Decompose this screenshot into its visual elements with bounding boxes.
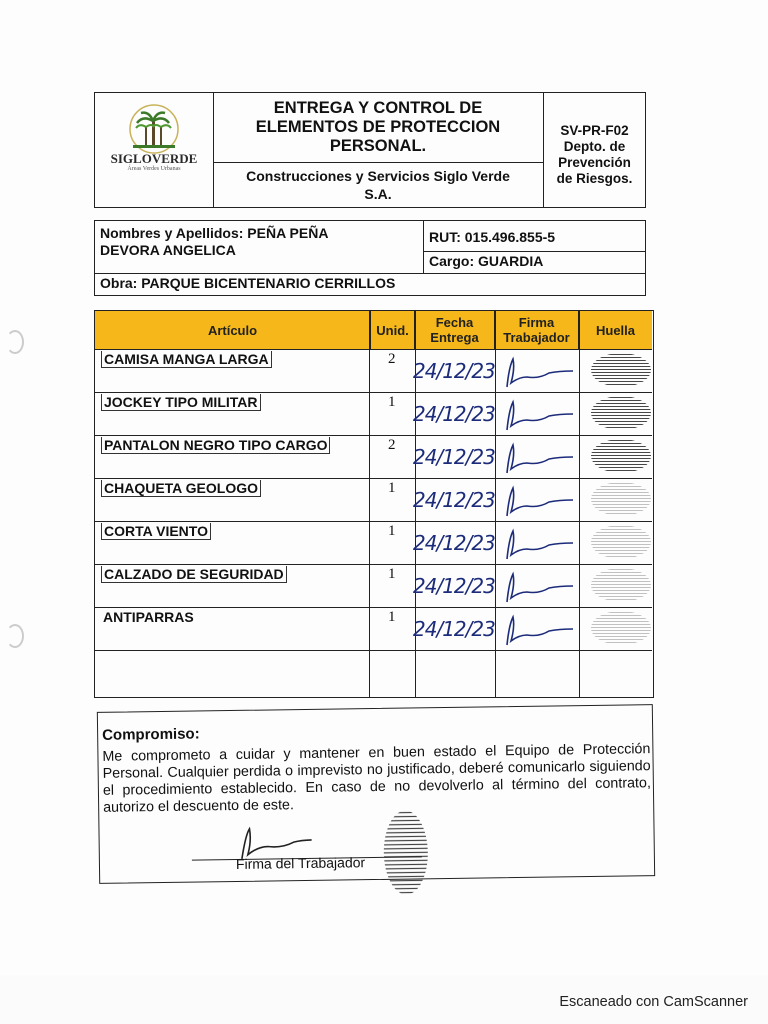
commitment-box [97,704,655,884]
commitment-text: Me comprometo a cuidar y mantener en buen estado el Equipo de Protección Personal. Cualquier perdida o imprevisto no justificado, deberé comunicarlo siguiendo el procedimiento establecido. En caso de no devolverlo al término del contrato, autorizo el descuento de este. [102,741,651,816]
column-divider [579,311,580,697]
ppe-delivery-table [94,310,654,698]
commitment-title: Compromiso: [102,725,200,744]
thumbprint [379,806,432,899]
item-name: CHAQUETA GEOLOGO [101,480,261,497]
worker-name-line: Nombres y Apellidos: PEÑA PEÑA [100,225,329,241]
code-line: de Riesgos. [556,171,633,186]
title-line: PERSONAL. [329,137,427,155]
column-divider [369,311,370,697]
document-header [94,92,646,208]
document-code [543,93,645,207]
col-header-huella: Huella [579,311,652,349]
item-units: 1 [388,609,396,625]
item-name: CALZADO DE SEGURIDAD [101,566,287,583]
worker-cargo: Cargo: GUARDIA [429,253,544,269]
worker-obra: Obra: PARQUE BICENTENARIO CERRILLOS [100,275,396,291]
company-line: S.A. [364,186,392,202]
fingerprint [583,350,653,390]
col-header-firma-line: Trabajador [503,330,570,345]
delivery-date: 24/12/23 [413,402,495,426]
item-name: CAMISA MANGA LARGA [101,351,272,368]
table-row [95,435,652,436]
col-header-firma-line: Firma [518,315,555,330]
company-logo [95,93,214,207]
punch-hole [6,624,24,648]
col-header-articulo: Artículo [95,311,371,349]
worker-signature [499,523,579,563]
item-units: 1 [388,523,396,539]
item-name: ANTIPARRAS [103,609,194,625]
company-line: Construcciones y Servicios Siglo Verde [246,168,510,184]
worker-name [100,225,328,259]
code-line: SV-PR-F02 [560,123,629,138]
fingerprint [583,608,653,648]
table-row [95,564,652,565]
fingerprint [583,565,653,605]
col-header-unid: Unid. [371,311,415,349]
item-name: JOCKEY TIPO MILITAR [101,394,261,411]
worker-info [94,220,646,296]
item-units: 1 [388,566,396,582]
delivery-date: 24/12/23 [413,445,495,469]
col-header-fecha-line: Entrega [430,330,479,345]
table-row [95,392,652,393]
delivery-date: 24/12/23 [413,574,495,598]
code-line: Depto. de [563,139,626,154]
logo-wordmark: SIGLOVERDE [110,151,198,166]
table-row [95,478,652,479]
item-name: PANTALON NEGRO TIPO CARGO [101,437,330,454]
company-name [213,163,543,207]
delivery-date: 24/12/23 [413,488,495,512]
fingerprint [583,479,653,519]
signature-label: Firma del Trabajador [235,854,366,872]
logo-tagline: Áreas Verdes Urbanas [127,166,181,172]
worker-signature [499,394,579,434]
fingerprint [583,436,653,476]
table-row [95,521,652,522]
document-title [213,93,543,163]
worker-name-line: DEVORA ANGELICA [100,242,236,258]
item-name: CORTA VIENTO [101,523,211,540]
worker-signature [499,437,579,477]
title-line: ELEMENTOS DE PROTECCION [255,118,501,136]
worker-signature [499,609,579,649]
item-units: 2 [388,437,396,453]
delivery-date: 24/12/23 [413,617,495,641]
item-units: 1 [388,480,396,496]
worker-rut: RUT: 015.496.855-5 [429,229,556,245]
table-row [95,650,652,651]
item-units: 1 [388,394,396,410]
item-units: 2 [388,351,396,367]
table-row [95,607,652,608]
col-header-fecha [415,311,495,349]
col-header-fecha-line: Fecha [435,315,474,330]
divider [423,221,424,273]
worker-signature [499,566,579,606]
fingerprint [583,393,653,433]
scanner-watermark: Escaneado con CamScanner [559,994,748,1010]
table-row [95,349,652,350]
code-line: Prevención [558,155,631,170]
palm-tree-icon [95,99,213,159]
divider [95,273,645,274]
delivery-date: 24/12/23 [413,531,495,555]
column-divider [495,311,496,697]
title-line: ENTREGA Y CONTROL DE [273,99,483,117]
col-header-firma [495,311,579,349]
delivery-date: 24/12/23 [413,359,495,383]
punch-hole [6,330,24,354]
worker-signature [499,351,579,391]
worker-signature [499,480,579,520]
divider [423,251,645,252]
fingerprint [583,522,653,562]
